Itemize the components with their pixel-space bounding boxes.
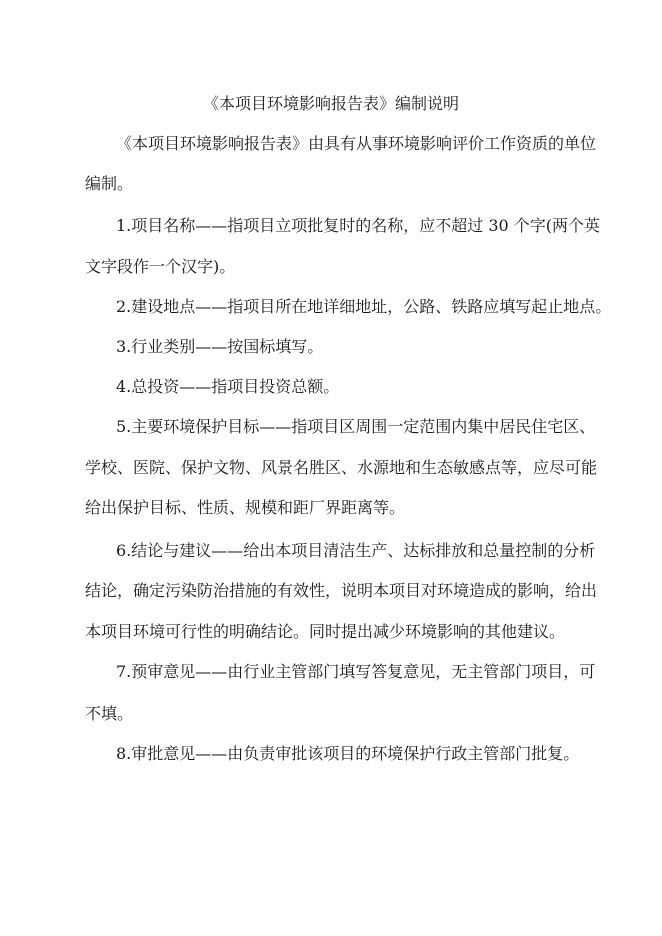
text-line: 本项目环境可行性的明确结论。同时提出减少环境影响的其他建议。 — [85, 622, 566, 641]
text-line: 不填。 — [85, 704, 134, 723]
text-line: 7.预审意见——由行业主管部门填写答复意见，无主管部门项目，可 — [116, 662, 596, 681]
document-title: 《本项目环境影响报告表》编制说明 — [202, 94, 459, 113]
text-line: 文字段作一个汉字)。 — [85, 257, 236, 276]
text-line: 结论，确定污染防治措施的有效性，说明本项目对环境造成的影响，给出 — [85, 581, 598, 600]
text-line: 学校、医院、保护文物、风景名胜区、水源地和生态敏感点等，应尽可能 — [85, 458, 598, 477]
text-line: 5.主要环境保护目标——指项目区周围一定范围内集中居民住宅区、 — [116, 417, 596, 436]
text-line: 3.行业类别——按国标填写。 — [116, 337, 324, 356]
text-line: 6.结论与建议——给出本项目清洁生产、达标排放和总量控制的分析 — [116, 541, 596, 560]
text-line: 4.总投资——指项目投资总额。 — [116, 377, 340, 396]
text-line: 2.建设地点——指项目所在地详细地址，公路、铁路应填写起止地点。 — [116, 297, 612, 316]
text-line: 《本项目环境影响报告表》由具有从事环境影响评价工作资质的单位 — [116, 134, 597, 153]
text-line: 编制。 — [85, 174, 134, 193]
text-line: 给出保护目标、性质、规模和距厂界距离等。 — [85, 498, 406, 517]
text-line: 1.项目名称——指项目立项批复时的名称，应不超过 30 个字(两个英 — [116, 216, 601, 235]
text-line: 8.审批意见——由负责审批该项目的环境保护行政主管部门批复。 — [116, 744, 580, 763]
